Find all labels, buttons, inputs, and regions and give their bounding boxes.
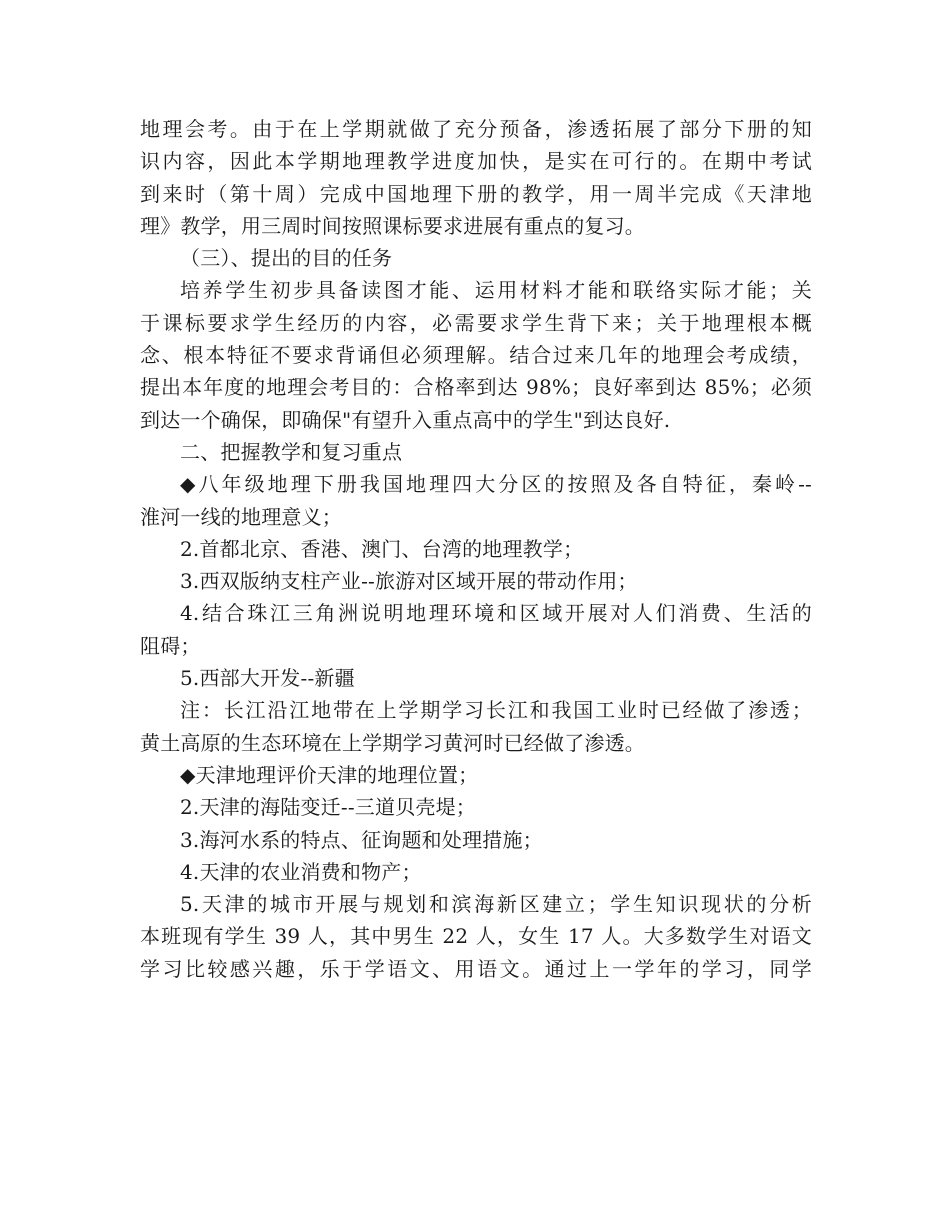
text-line: 地理会考。由于在上学期就做了充分预备，渗透拓展了部分下册的知 xyxy=(140,117,812,141)
document-body xyxy=(140,113,812,985)
list-item: ◆八年级地理下册我国地理四大分区的按照及各自特征，秦岭-- xyxy=(180,472,812,497)
section-heading: （三）、提出的目的任务 xyxy=(180,246,393,271)
list-item: 5.西部大开发--新疆 xyxy=(180,666,355,691)
text-line: 阻碍； xyxy=(140,633,201,658)
section-heading: 二、把握教学和复习重点 xyxy=(180,439,403,464)
text-line: 培养学生初步具备读图才能、运用材料才能和联络实际才能；关 xyxy=(180,278,812,303)
list-item: 2.首都北京、香港、澳门、台湾的地理教学； xyxy=(180,536,584,561)
list-item: 4.结合珠江三角洲说明地理环境和区域开展对人们消费、生活的 xyxy=(180,601,812,626)
list-item: 3.西双版纳支柱产业--旅游对区域开展的带动作用； xyxy=(180,569,638,594)
text-line: 到达一个确保，即确保"有望升入重点高中的学生"到达良好. xyxy=(140,407,671,432)
list-item: 2.天津的海陆变迁--三道贝壳堤； xyxy=(180,795,476,820)
text-line: 本班现有学生 39 人，其中男生 22 人，女生 17 人。大多数学生对语文 xyxy=(140,924,812,949)
text-line: 识内容，因此本学期地理教学进度加快，是实在可行的。在期中考试 xyxy=(140,149,812,174)
text-line: 念、根本特征不要求背诵但必须理解。结合过来几年的地理会考成绩， xyxy=(140,343,812,368)
list-item: 3.海河水系的特点、征询题和处理措施； xyxy=(180,827,543,852)
note-line: 注：长江沿江地带在上学期学习长江和我国工业时已经做了渗透； xyxy=(180,698,812,723)
text-line: 学习比较感兴趣，乐于学语文、用语文。通过上一学年的学习，同学 xyxy=(140,956,812,981)
text-line: 黄土高原的生态环境在上学期学习黄河时已经做了渗透。 xyxy=(140,730,645,755)
text-line: 提出本年度的地理会考目的：合格率到达 98%；良好率到达 85%；必须 xyxy=(140,375,812,400)
list-item: 5.天津的城市开展与规划和滨海新区建立；学生知识现状的分析 xyxy=(180,892,812,917)
list-item: ◆天津地理评价天津的地理位置； xyxy=(180,762,479,787)
list-item: 4.天津的农业消费和物产； xyxy=(180,859,422,884)
text-line: 淮河一线的地理意义； xyxy=(140,504,342,529)
text-line: 理》教学，用三周时间按照课标要求进展有重点的复习。 xyxy=(140,213,645,238)
text-line: 到来时（第十周）完成中国地理下册的教学，用一周半完成《天津地 xyxy=(140,181,812,206)
text-line: 于课标要求学生经历的内容，必需要求学生背下来；关于地理根本概 xyxy=(140,310,812,335)
